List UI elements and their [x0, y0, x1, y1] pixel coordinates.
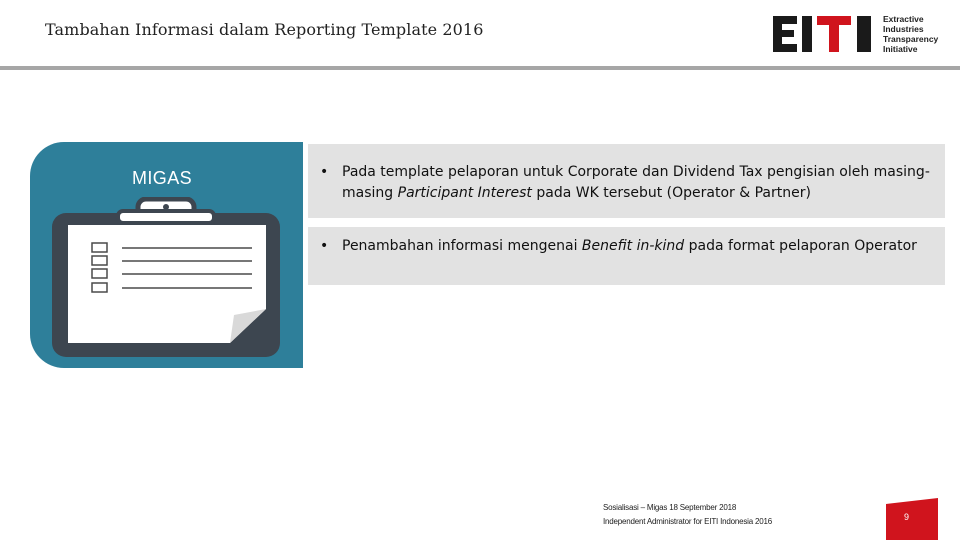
bullet-item — [308, 227, 945, 285]
page-number: 9 — [904, 512, 910, 522]
bullet-marker: • — [320, 164, 329, 180]
logo-line: Transparency — [883, 34, 939, 44]
panel-label: MIGAS — [132, 168, 193, 188]
bullet-marker: • — [320, 238, 329, 254]
logo-line: Industries — [883, 24, 924, 34]
page-title: Tambahan Informasi dalam Reporting Template 2016 — [45, 20, 484, 39]
logo-line: Extractive — [883, 14, 924, 24]
bullet-item — [308, 144, 945, 218]
footer-event: Sosialisasi – Migas 18 September 2018 — [603, 503, 737, 512]
eiti-logo — [773, 14, 943, 60]
bullet-emphasis: Benefit in-kind — [581, 238, 685, 254]
logo-line: Initiative — [883, 44, 918, 54]
eiti-logo-mark — [773, 14, 879, 54]
bullet-text: pada format pelaporan Operator — [684, 238, 917, 254]
bullet-text: Pada template pelaporan untuk Corporate dan Dividend Tax pengisian oleh masing-masing — [342, 164, 930, 201]
bullet-emphasis: Participant Interest — [397, 185, 532, 201]
footer-organization: Independent Administrator for EITI Indonesia 2016 — [603, 517, 772, 526]
logo-wordmark — [883, 14, 938, 54]
header-divider — [0, 66, 960, 70]
clipboard-icon — [52, 197, 282, 357]
bullet-text: pada WK tersebut (Operator & Partner) — [531, 185, 811, 201]
bullet-text: Penambahan informasi mengenai — [342, 238, 582, 254]
migas-panel — [30, 142, 303, 368]
page-number-badge — [886, 498, 938, 540]
